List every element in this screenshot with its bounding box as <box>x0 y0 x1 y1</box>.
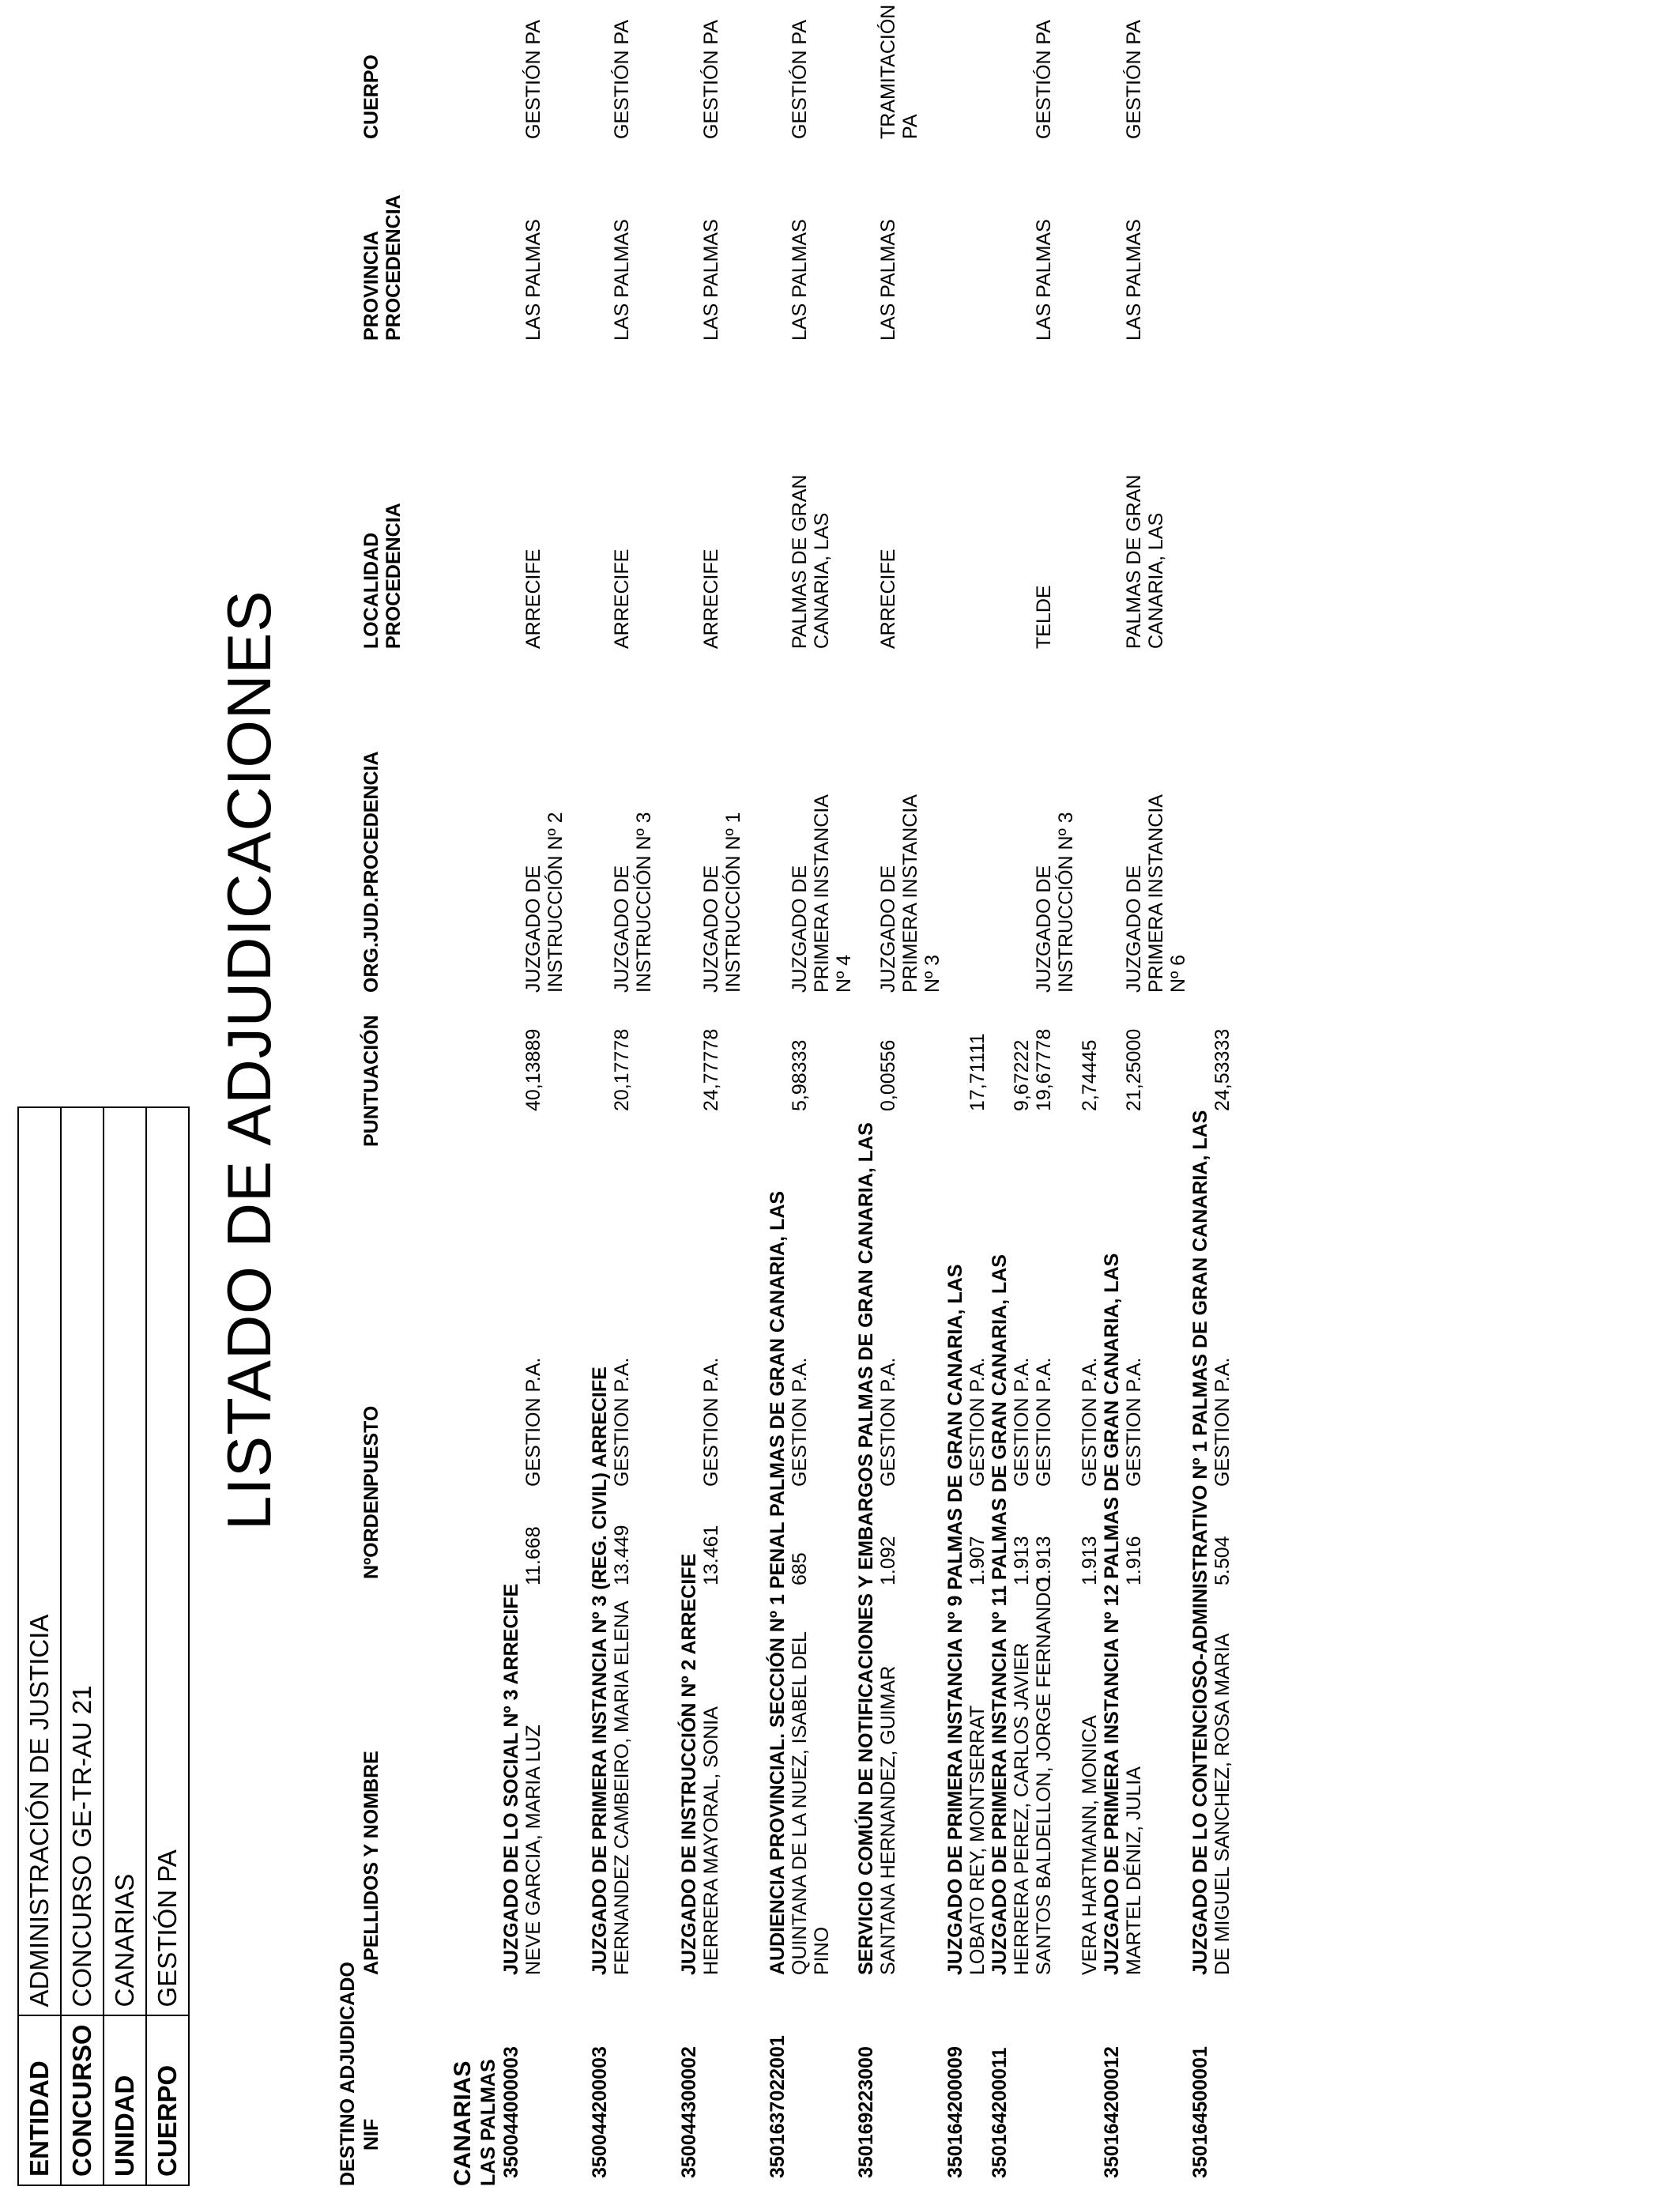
row-puntuacion: 2,74445 <box>1079 1039 1101 1111</box>
header-row <box>18 1107 61 2185</box>
group-code: 3501637022001 <box>767 2035 789 2178</box>
row-puntuacion: 21,25000 <box>1123 1028 1145 1111</box>
row-nombre: QUINTANA DE LA NUEZ, ISABEL DEL PINO <box>789 1632 833 1975</box>
row-nombre: NEVE GARCIA, MARIA LUZ <box>522 1725 544 1975</box>
row-cuerpo: GESTIÓN PA <box>1123 20 1145 139</box>
row-localidad: ARRECIFE <box>611 548 633 649</box>
group-name: JUZGADO DE PRIMERA INSTANCIA Nº 9 PALMAS DE GRAN CANARIA, LAS <box>944 1264 966 1975</box>
row-provincia: LAS PALMAS <box>1123 219 1145 341</box>
row-norden: 1.092 <box>877 1536 899 1585</box>
row-nombre: FERNANDEZ CAMBEIRO, MARIA ELENA <box>611 1600 633 1975</box>
row-localidad: PALMAS DE GRAN CANARIA, LAS <box>1123 474 1167 649</box>
row-puesto: GESTION P.A. <box>1211 1357 1234 1487</box>
row-cuerpo: GESTIÓN PA <box>611 20 633 139</box>
row-provincia: LAS PALMAS <box>789 219 811 341</box>
group-code: 350164200009 <box>944 2046 966 2178</box>
row-organo: JUZGADO DE PRIMERA INSTANCIA Nº 6 <box>1123 795 1189 993</box>
group-name: JUZGADO DE LO SOCIAL Nº 3 ARRECIFE <box>500 1583 522 1975</box>
header-label: ENTIDAD <box>18 2015 61 2185</box>
province-label: LAS PALMAS <box>477 2059 499 2186</box>
group-code: 350164200011 <box>989 2047 1011 2178</box>
group-name: JUZGADO DE PRIMERA INSTANCIA Nº 12 PALMAS DE GRAN CANARIA, LAS <box>1101 1253 1123 1975</box>
row-puesto: GESTION P.A. <box>1033 1357 1055 1487</box>
row-puntuacion: 20,17778 <box>611 1028 633 1111</box>
row-cuerpo: GESTIÓN PA <box>789 20 811 139</box>
row-norden: 11.668 <box>522 1526 544 1585</box>
row-puesto: GESTION P.A. <box>789 1357 811 1487</box>
column-header-provincia: PROVINCIA PROCEDENCIA <box>360 194 405 341</box>
group-name: SERVICIO COMÚN DE NOTIFICACIONES Y EMBARGOS PALMAS DE GRAN CANARIA, LAS <box>855 1122 877 1975</box>
header-label: UNIDAD <box>104 2015 146 2185</box>
header-value: ADMINISTRACIÓN DE JUSTICIA <box>18 1107 61 2015</box>
row-puesto: GESTION P.A. <box>966 1357 989 1487</box>
row-norden: 13.461 <box>700 1525 722 1585</box>
group-name: JUZGADO DE INSTRUCCIÓN Nº 2 ARRECIFE <box>678 1553 700 1975</box>
group-code: 350044000003 <box>500 2046 522 2178</box>
group-name: JUZGADO DE LO CONTENCIOSO-ADMINISTRATIVO Nº 1 PALMAS DE GRAN CANARIA, LAS <box>1189 1110 1211 1975</box>
header-row <box>104 1107 146 2185</box>
row-norden: 1.913 <box>1033 1536 1055 1585</box>
column-header-nif: NIF <box>360 2118 382 2151</box>
row-puntuacion: 24,53333 <box>1211 1028 1234 1111</box>
row-cuerpo: GESTIÓN PA <box>700 20 722 139</box>
row-puntuacion: 19,67778 <box>1033 1028 1055 1111</box>
page-title: LISTADO DE ADJUDICACIONES <box>214 590 284 1530</box>
group-name: JUZGADO DE PRIMERA INSTANCIA Nº 11 PALMAS DE GRAN CANARIA, LAS <box>989 1254 1011 1975</box>
row-localidad: ARRECIFE <box>877 548 899 649</box>
header-label: CONCURSO <box>61 2015 104 2185</box>
row-localidad: ARRECIFE <box>700 548 722 649</box>
header-row <box>61 1107 104 2185</box>
row-puesto: GESTION P.A. <box>1123 1357 1145 1487</box>
row-cuerpo: TRAMITACIÓN PA <box>877 4 921 139</box>
header-table <box>17 1106 190 2186</box>
row-nombre: HERRERA MAYORAL, SONIA <box>700 1706 722 1975</box>
group-name: JUZGADO DE PRIMERA INSTANCIA Nº 3 (REG. CIVIL) ARRECIFE <box>589 1367 611 1975</box>
column-header-norden: NºORDEN <box>360 1486 382 1579</box>
row-nombre: SANTANA HERNANDEZ, GUIMAR <box>877 1665 899 1975</box>
group-code: 350044200003 <box>589 2046 611 2178</box>
row-organo: JUZGADO DE PRIMERA INSTANCIA Nº 4 <box>789 795 855 993</box>
row-puntuacion: 0,00556 <box>877 1039 899 1111</box>
row-puesto: GESTION P.A. <box>877 1357 899 1487</box>
header-value: GESTIÓN PA <box>146 1107 189 2015</box>
region-label: CANARIAS <box>450 2060 476 2186</box>
group-code: 350044300002 <box>678 2046 700 2178</box>
row-puntuacion: 9,67222 <box>1011 1039 1033 1111</box>
group-code: 350164200012 <box>1101 2046 1123 2178</box>
row-puesto: GESTION P.A. <box>611 1357 633 1487</box>
group-code: 350169223000 <box>855 2046 877 2178</box>
column-header-puesto: PUESTO <box>360 1405 382 1487</box>
row-nombre: SANTOS BALDELLON, JORGE FERNANDO <box>1033 1577 1055 1975</box>
row-puesto: GESTION P.A. <box>1079 1357 1101 1487</box>
column-header-localidad: LOCALIDAD PROCEDENCIA <box>360 503 405 649</box>
row-puntuacion: 24,77778 <box>700 1028 722 1111</box>
row-puesto: GESTION P.A. <box>1011 1357 1033 1487</box>
column-header-destino: DESTINO ADJUDICADO <box>337 1962 359 2186</box>
row-puntuacion: 5,98333 <box>789 1039 811 1111</box>
row-localidad: TELDE <box>1033 585 1055 649</box>
row-norden: 1.907 <box>966 1536 989 1585</box>
row-organo: JUZGADO DE INSTRUCCIÓN Nº 3 <box>1033 812 1077 993</box>
row-organo: JUZGADO DE INSTRUCCIÓN Nº 1 <box>700 812 744 993</box>
row-puntuacion: 40,13889 <box>522 1028 544 1111</box>
row-norden: 5.504 <box>1211 1536 1234 1585</box>
row-localidad: ARRECIFE <box>522 548 544 649</box>
column-header-puntuacion: PUNTUACIÓN <box>360 1015 382 1147</box>
column-header-nombre: APELLIDOS Y NOMBRE <box>360 1751 382 1975</box>
row-norden: 1.913 <box>1079 1536 1101 1585</box>
row-norden: 1.916 <box>1123 1536 1145 1585</box>
row-organo: JUZGADO DE INSTRUCCIÓN Nº 2 <box>522 812 567 993</box>
row-cuerpo: GESTIÓN PA <box>522 20 544 139</box>
row-puesto: GESTION P.A. <box>522 1357 544 1487</box>
row-organo: JUZGADO DE INSTRUCCIÓN Nº 3 <box>611 812 655 993</box>
row-nombre: HERRERA PEREZ, CARLOS JAVIER <box>1011 1642 1033 1975</box>
column-header-cuerpo: CUERPO <box>360 55 382 139</box>
row-puntuacion: 17,71111 <box>966 1033 989 1111</box>
row-localidad: PALMAS DE GRAN CANARIA, LAS <box>789 474 833 649</box>
row-provincia: LAS PALMAS <box>611 219 633 341</box>
row-organo: JUZGADO DE PRIMERA INSTANCIA Nº 3 <box>877 795 944 993</box>
column-header-organo: ORG.JUD.PROCEDENCIA <box>360 751 382 993</box>
header-row <box>146 1107 189 2185</box>
row-norden: 1.913 <box>1011 1536 1033 1585</box>
header-value: CANARIAS <box>104 1107 146 2015</box>
row-provincia: LAS PALMAS <box>700 219 722 341</box>
row-provincia: LAS PALMAS <box>522 219 544 341</box>
row-nombre: VERA HARTMANN, MONICA <box>1079 1715 1101 1975</box>
header-value: CONCURSO GE-TR-AU 21 <box>61 1107 104 2015</box>
header-label: CUERPO <box>146 2015 189 2185</box>
group-code: 350164500001 <box>1189 2046 1211 2178</box>
group-name: AUDIENCIA PROVINCIAL. SECCIÓN Nº 1 PENAL PALMAS DE GRAN CANARIA, LAS <box>767 1190 789 1975</box>
row-norden: 685 <box>789 1552 811 1585</box>
row-provincia: LAS PALMAS <box>877 219 899 341</box>
row-norden: 13.449 <box>611 1525 633 1585</box>
row-nombre: DE MIGUEL SANCHEZ, ROSA MARIA <box>1211 1633 1234 1975</box>
row-provincia: LAS PALMAS <box>1033 219 1055 341</box>
row-nombre: MARTEL DÉNIZ, JULIA <box>1123 1766 1145 1975</box>
row-puesto: GESTION P.A. <box>700 1357 722 1487</box>
row-cuerpo: GESTIÓN PA <box>1033 20 1055 139</box>
row-nombre: LOBATO REY, MONTSERRAT <box>966 1705 989 1975</box>
